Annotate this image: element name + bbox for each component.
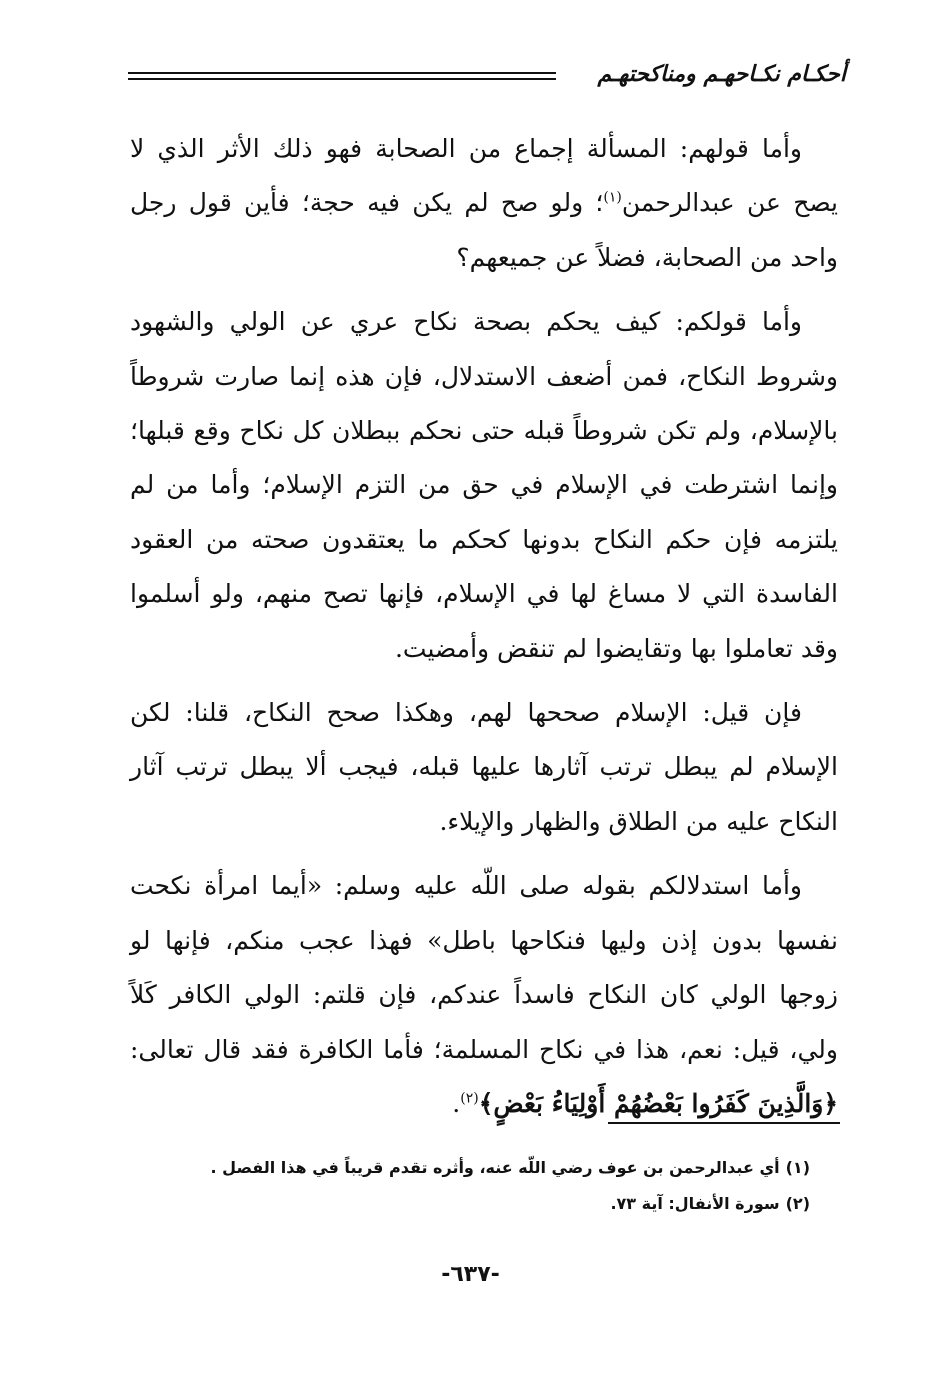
footnote-2 — [160, 1186, 810, 1222]
paragraph-4 — [130, 859, 838, 1131]
page-number: -٦٣٧- — [441, 1262, 500, 1287]
paragraph-4-text: وأما استدلالكم بقوله صلى اللّه عليه وسلم: «أيما امرأة نكحت نفسها بدون إذن وليها فنكاحها باطل» فهذا عجب منكم، فإنها لو زوجها الولي كان النكاح فاسداً عندكم، فإن قلتم: الولي الكافر كَلاً ولي، قيل: نعم، هذا في نكاح المسلمة؛ فأما الكافرة فقد قال تعالى: — [130, 871, 838, 1064]
header-double-rule — [128, 72, 556, 80]
footnote-1-number: (١) — [785, 1158, 810, 1177]
paragraph-1-continuation: ؛ ولو صح لم يكن فيه حجة؛ فأين قول رجل واحد من الصحابة، فضلاً عن جميعهم؟ — [130, 188, 838, 272]
paragraph-3: فإن قيل: الإسلام صححها لهم، وهكذا صحح النكاح، قلنا: لكن الإسلام لم يبطل ترتب آثارها عليها قبله، فيجب ألا يبطل ترتب آثار النكاح عليه من الطلاق والظهار والإيلاء. — [130, 698, 838, 836]
footnote-marker-2: (٢) — [460, 1090, 479, 1107]
main-text — [130, 122, 838, 1141]
footnote-1 — [160, 1150, 810, 1186]
quran-verse: ﴿وَالَّذِينَ كَفَرُوا بَعْضُهُمْ أَوْلِيَاءُ بَعْضٍ﴾ — [478, 1088, 838, 1118]
paragraph-1-text: وأما قولهم: المسألة إجماع من الصحابة فهو ذلك الأثر الذي لا يصح عن عبدالرحمن — [130, 134, 839, 218]
footnotes — [160, 1150, 810, 1222]
paragraph-2: وأما قولكم: كيف يحكم بصحة نكاح عري عن الولي والشهود وشروط النكاح، فمن أضعف الاستدلال، فإن هذه إنما صارت شروطاً بالإسلام، ولم تكن شروطاً قبله حتى نحكم ببطلان كل نكاح وقع قبلها؛ وإنما اشترطت في الإسلام في حق من التزم الإسلام؛ وأما من لم يلتزمه فإن حكم النكاح بدونها كحكم ما يعتقدون صحته من العقود الفاسدة التي لا مساغ لها في الإسلام، فإنها تصح منهم، ولو أسلموا وقد تعاملوا بها وتقايضوا لم تنقض وأمضيت. — [130, 307, 838, 663]
running-title: أحكـام نكـاحهـم ومناكحتهـم — [597, 62, 846, 87]
paragraph-4-end: . — [452, 1088, 461, 1118]
footnote-1-text: أي عبدالرحمن بن عوف رضي اللّه عنه، وأثره تقدم قريباً في هذا الفصل . — [210, 1158, 780, 1177]
footnote-separator — [608, 1122, 840, 1124]
footnote-2-text: سورة الأنفال: آية ٧٣. — [610, 1194, 780, 1213]
footnote-2-number: (٢) — [785, 1194, 810, 1213]
paragraph-1 — [130, 122, 838, 285]
running-header — [128, 58, 846, 98]
footnote-marker-1: (١) — [603, 190, 622, 207]
